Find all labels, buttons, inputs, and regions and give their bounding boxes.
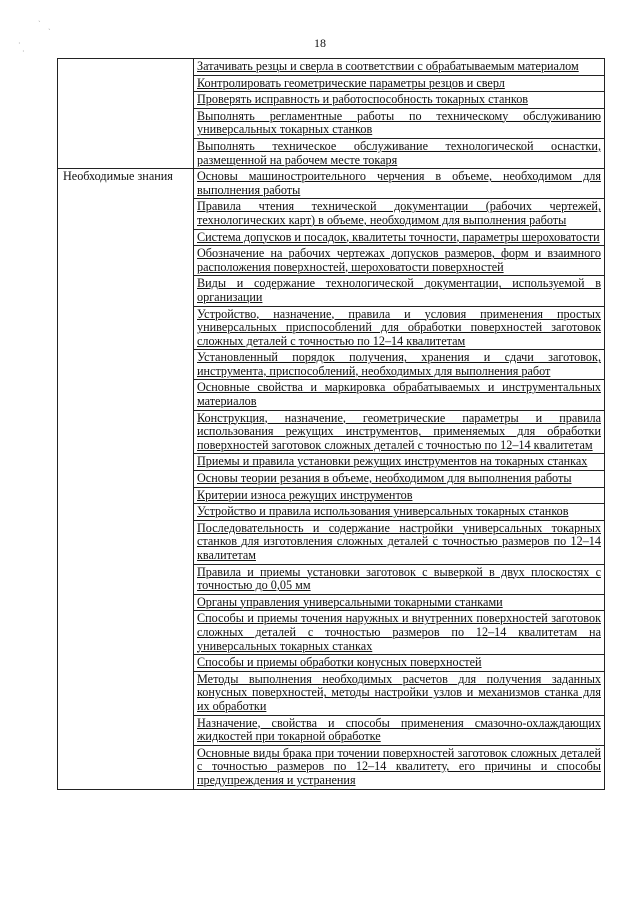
knowledge-text: Приемы и правила установки режущих инструментов на токарных станках <box>197 454 588 469</box>
content-cell <box>194 611 605 655</box>
knowledge-text: Критерии износа режущих инструментов <box>197 487 413 502</box>
content-cell <box>194 350 605 380</box>
content-cell <box>194 671 605 715</box>
content-cell <box>194 306 605 350</box>
page-number: 18 <box>314 36 326 50</box>
content-cell <box>194 75 605 92</box>
content-cell <box>194 454 605 471</box>
knowledge-text: Назначение, свойства и способы применения смазочно-охлаждающих жидкостей при токарной обработке <box>197 715 601 744</box>
knowledge-text: Правила чтения технической документации (рабочих чертежей, технологических карт) в объеме, необходимом для выполнения работы <box>197 199 601 227</box>
content-cell <box>194 276 605 306</box>
section-label: Необходимые знания <box>63 169 173 184</box>
content-cell <box>194 471 605 488</box>
knowledge-text: Основы теории резания в объеме, необходимом для выполнения работы <box>197 471 572 486</box>
skill-text: Выполнять регламентные работы по техническому обслуживанию универсальных токарных станков <box>197 108 601 137</box>
skill-text: Проверять исправность и работоспособность токарных станков <box>197 92 529 107</box>
knowledge-text: Способы и приемы обработки конусных поверхностей <box>197 655 482 670</box>
content-cell <box>194 59 605 76</box>
content-cell <box>194 594 605 611</box>
skill-text: Затачивать резцы и сверла в соответствии с обрабатываемым материалом <box>197 59 579 73</box>
content-cell <box>194 520 605 564</box>
knowledge-text: Последовательность и содержание настройки универсальных токарных станков для изготовления сложных деталей с точностью размеров по 12–14 квалитетам <box>197 520 601 562</box>
content-cell <box>194 199 605 229</box>
content-cell <box>194 169 605 199</box>
table-body <box>58 59 605 790</box>
knowledge-text: Виды и содержание технологической документации, используемой в организации <box>197 276 601 304</box>
knowledge-text: Правила и приемы установки заготовок с выверкой в двух плоскостях с точностью до 0,05 мм <box>197 564 601 593</box>
scan-speck: · <box>22 47 25 56</box>
knowledge-text: Устройство и правила использования универсальных токарных станков <box>197 504 569 519</box>
knowledge-text: Методы выполнения необходимых расчетов для получения заданных конусных поверхностей, методы настройки узлов и механизмов станка для их обработки <box>197 671 601 713</box>
knowledge-text: Основы машиностроительного черчения в объеме, необходимом для выполнения работы <box>197 169 601 197</box>
content-cell <box>194 745 605 789</box>
knowledge-text: Основные виды брака при точении поверхностей заготовок сложных деталей с точностью размеров по 12–14 квалитету, его причины и способы предупреждения и устранения <box>197 745 601 787</box>
knowledge-text: Система допусков и посадок, квалитеты точности, параметры шероховатости <box>197 229 600 244</box>
table-row <box>58 59 605 76</box>
content-cell <box>194 410 605 454</box>
content-cell <box>194 655 605 672</box>
knowledge-text: Конструкция, назначение, геометрические параметры и правила использования режущих инструментов, применяемых для обработки поверхностей заготовок сложных деталей с точностью по 12–14 квалитетам <box>197 410 601 452</box>
content-cell <box>194 487 605 504</box>
content-cell <box>194 229 605 246</box>
content-cell <box>194 715 605 745</box>
knowledge-text: Установленный порядок получения, хранения и сдачи заготовок, инструмента, приспособлений, необходимых для выполнения работ <box>197 350 601 378</box>
knowledge-text: Органы управления универсальными токарными станками <box>197 594 503 609</box>
scan-speck: ˎ <box>48 21 51 30</box>
knowledge-text: Способы и приемы точения наружных и внутренних поверхностей заготовок сложных деталей с точностью размеров по 12–14 квалитетам на универсальных токарных станках <box>197 611 601 653</box>
scan-speck: · <box>18 39 21 48</box>
knowledge-text: Обозначение на рабочих чертежах допусков размеров, форм и взаимного расположения поверхностей, шероховатости поверхностей <box>197 246 601 274</box>
label-cell-empty <box>58 59 194 169</box>
knowledge-text: Основные свойства и маркировка обрабатываемых и инструментальных материалов <box>197 380 601 409</box>
content-cell <box>194 246 605 276</box>
content-cell <box>194 92 605 109</box>
table-row <box>58 169 605 199</box>
scan-speck: ˎ <box>38 13 41 22</box>
skill-text: Контролировать геометрические параметры резцов и сверл <box>197 75 505 90</box>
section-label-cell <box>58 169 194 789</box>
competency-table <box>57 58 605 790</box>
content-cell <box>194 504 605 521</box>
content-cell <box>194 138 605 168</box>
content-cell <box>194 108 605 138</box>
content-cell <box>194 564 605 594</box>
skill-text: Выполнять техническое обслуживание технологической оснастки, размещенной на рабочем месте токаря <box>197 138 601 167</box>
knowledge-text: Устройство, назначение, правила и условия применения простых универсальных приспособлений для обработки поверхностей заготовок сложных деталей с точностью по 12–14 квалитетам <box>197 306 601 348</box>
content-cell <box>194 380 605 410</box>
